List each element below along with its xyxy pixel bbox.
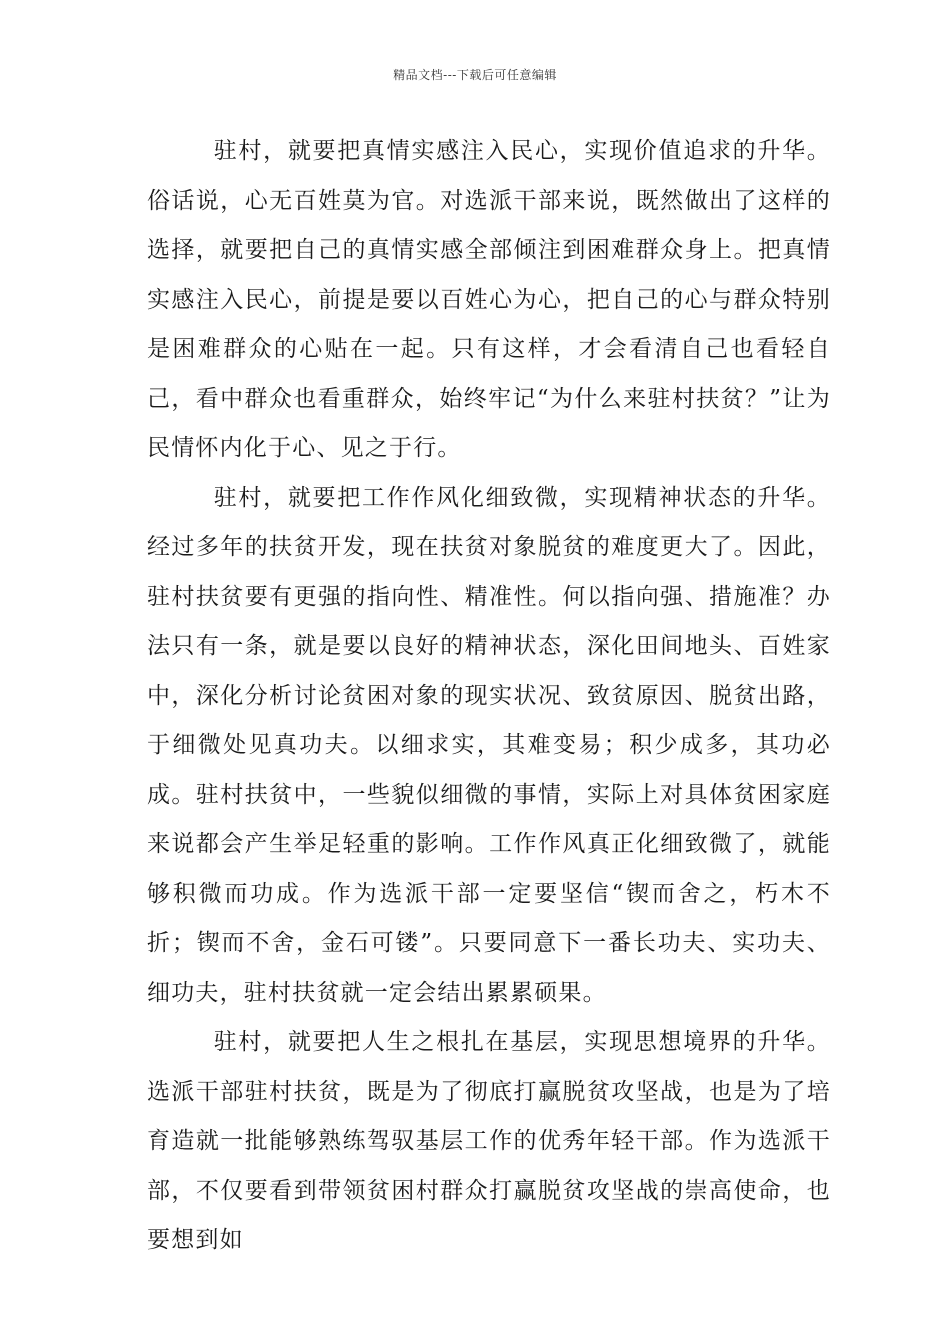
- page-header: 精品文档---下载后可任意编辑: [393, 68, 557, 82]
- paragraph-2: 驻村，就要把工作作风化细致微，实现精神状态的升华。经过多年的扶贫开发，现在扶贫对象脱贫的难度更大了。因此，驻村扶贫要有更强的指向性、精准性。何以指向强、措施准？办法只有一条，就是要以良好的精神状态，深化田间地头、百姓家中，深化分析讨论贫困对象的现实状况、致贫原因、脱贫出路，于细微处见真功夫。以细求实，其难变易；积少成多，其功必成。驻村扶贫中，一些貌似细微的事情，实际上对具体贫困家庭来说都会产生举足轻重的影响。工作作风真正化细致微了，就能够积微而功成。作为选派干部一定要坚信“锲而舍之，朽木不折；锲而不舍，金石可镂”。只要同意下一番长功夫、实功夫、细功夫，驻村扶贫就一定会结出累累硕果。: [147, 484, 831, 1006]
- paragraph-3: 驻村，就要把人生之根扎在基层，实现思想境界的升华。选派干部驻村扶贫，既是为了彻底打赢脱贫攻坚战，也是为了培育造就一批能够熟练驾驭基层工作的优秀年轻干部。作为选派干部，不仅要看到带领贫困村群众打赢脱贫攻坚战的崇高使命，也要想到如: [147, 1029, 831, 1253]
- document-body: [147, 127, 831, 1266]
- paragraph-1: 驻村，就要把真情实感注入民心，实现价值追求的升华。俗话说，心无百姓莫为官。对选派干部来说，既然做出了这样的选择，就要把自己的真情实感全部倾注到困难群众身上。把真情实感注入民心，前提是要以百姓心为心，把自己的心与群众特别是困难群众的心贴在一起。只有这样，才会看清自己也看轻自己，看中群众也看重群众，始终牢记“为什么来驻村扶贫？”让为民情怀内化于心、见之于行。: [147, 138, 831, 461]
